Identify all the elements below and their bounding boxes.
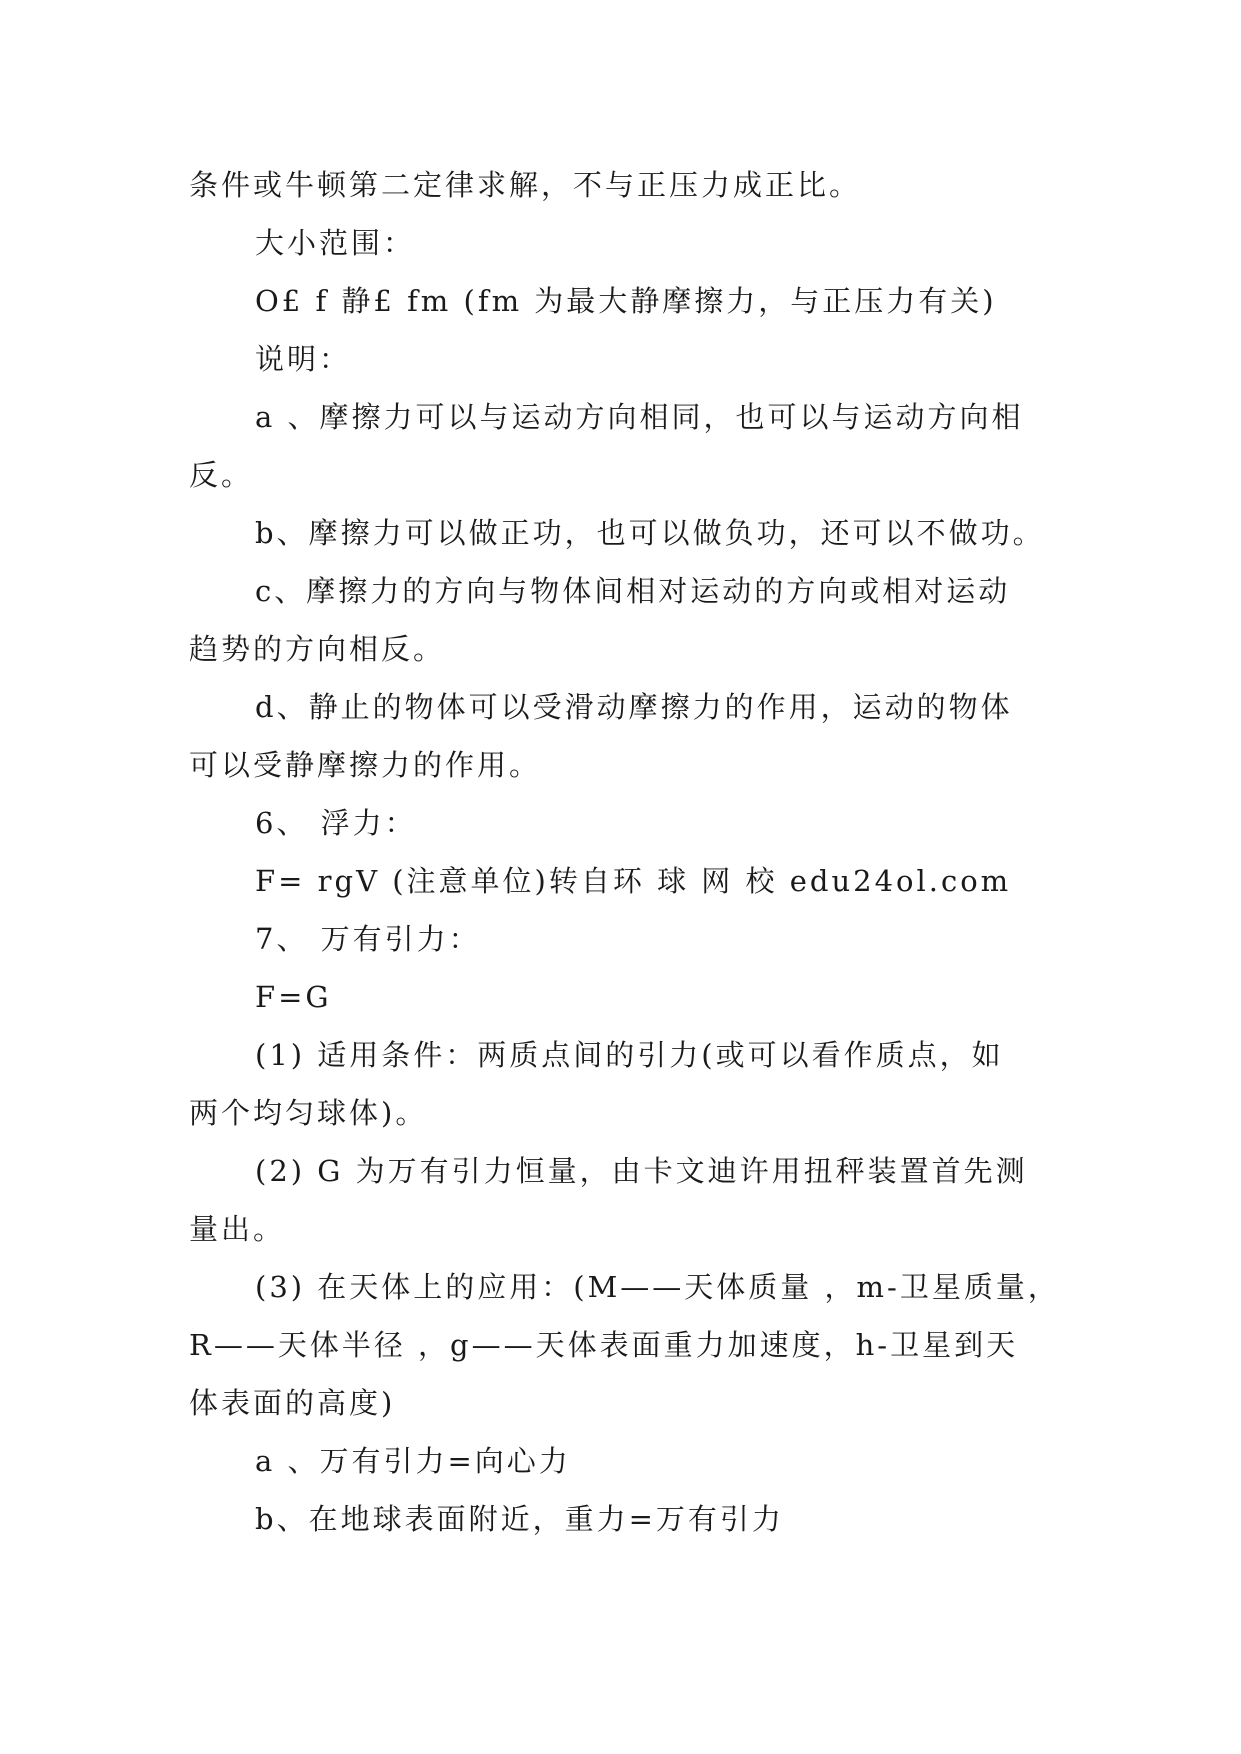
text-line: a 、万有引力=向心力 bbox=[255, 1444, 571, 1478]
text-line: 大小范围： bbox=[255, 226, 416, 260]
text-line: 量出。 bbox=[189, 1212, 286, 1246]
text-line: d、静止的物体可以受滑动摩擦力的作用，运动的物体 bbox=[255, 690, 1013, 724]
text-line: 反。 bbox=[189, 458, 254, 492]
text-line: b、在地球表面附近，重力=万有引力 bbox=[255, 1502, 784, 1536]
text-line: 7、 万有引力： bbox=[255, 922, 481, 956]
document-body bbox=[189, 156, 1059, 1548]
text-line: 趋势的方向相反。 bbox=[189, 632, 446, 666]
text-line: b、摩擦力可以做正功，也可以做负功，还可以不做功。 bbox=[255, 516, 1045, 550]
text-line: 说明： bbox=[255, 342, 352, 376]
text-line: 可以受静摩擦力的作用。 bbox=[189, 748, 542, 782]
text-line: 体表面的高度) bbox=[189, 1386, 396, 1420]
text-line: (1) 适用条件：两质点间的引力(或可以看作质点，如 bbox=[255, 1038, 1004, 1072]
text-line: a 、摩擦力可以与运动方向相同，也可以与运动方向相 bbox=[255, 400, 1024, 434]
text-line: F=G bbox=[255, 980, 332, 1014]
text-line: O£ f 静£ fm (fm 为最大静摩擦力，与正压力有关) bbox=[255, 284, 997, 318]
text-line: R——天体半径 ，g——天体表面重力加速度，h-卫星到天 bbox=[189, 1328, 1019, 1362]
text-line: 条件或牛顿第二定律求解，不与正压力成正比。 bbox=[189, 168, 862, 202]
text-line: F= rgV (注意单位)转自环 球 网 校 edu24ol.com bbox=[255, 864, 1012, 898]
text-line: (3) 在天体上的应用：(M——天体质量 ，m-卫星质量， bbox=[255, 1270, 1060, 1304]
text-line: (2) G 为万有引力恒量，由卡文迪许用扭秤装置首先测 bbox=[255, 1154, 1028, 1188]
text-line: 6、 浮力： bbox=[255, 806, 417, 840]
text-line: 两个均匀球体)。 bbox=[189, 1096, 428, 1130]
text-line: c、摩擦力的方向与物体间相对运动的方向或相对运动 bbox=[255, 574, 1011, 608]
